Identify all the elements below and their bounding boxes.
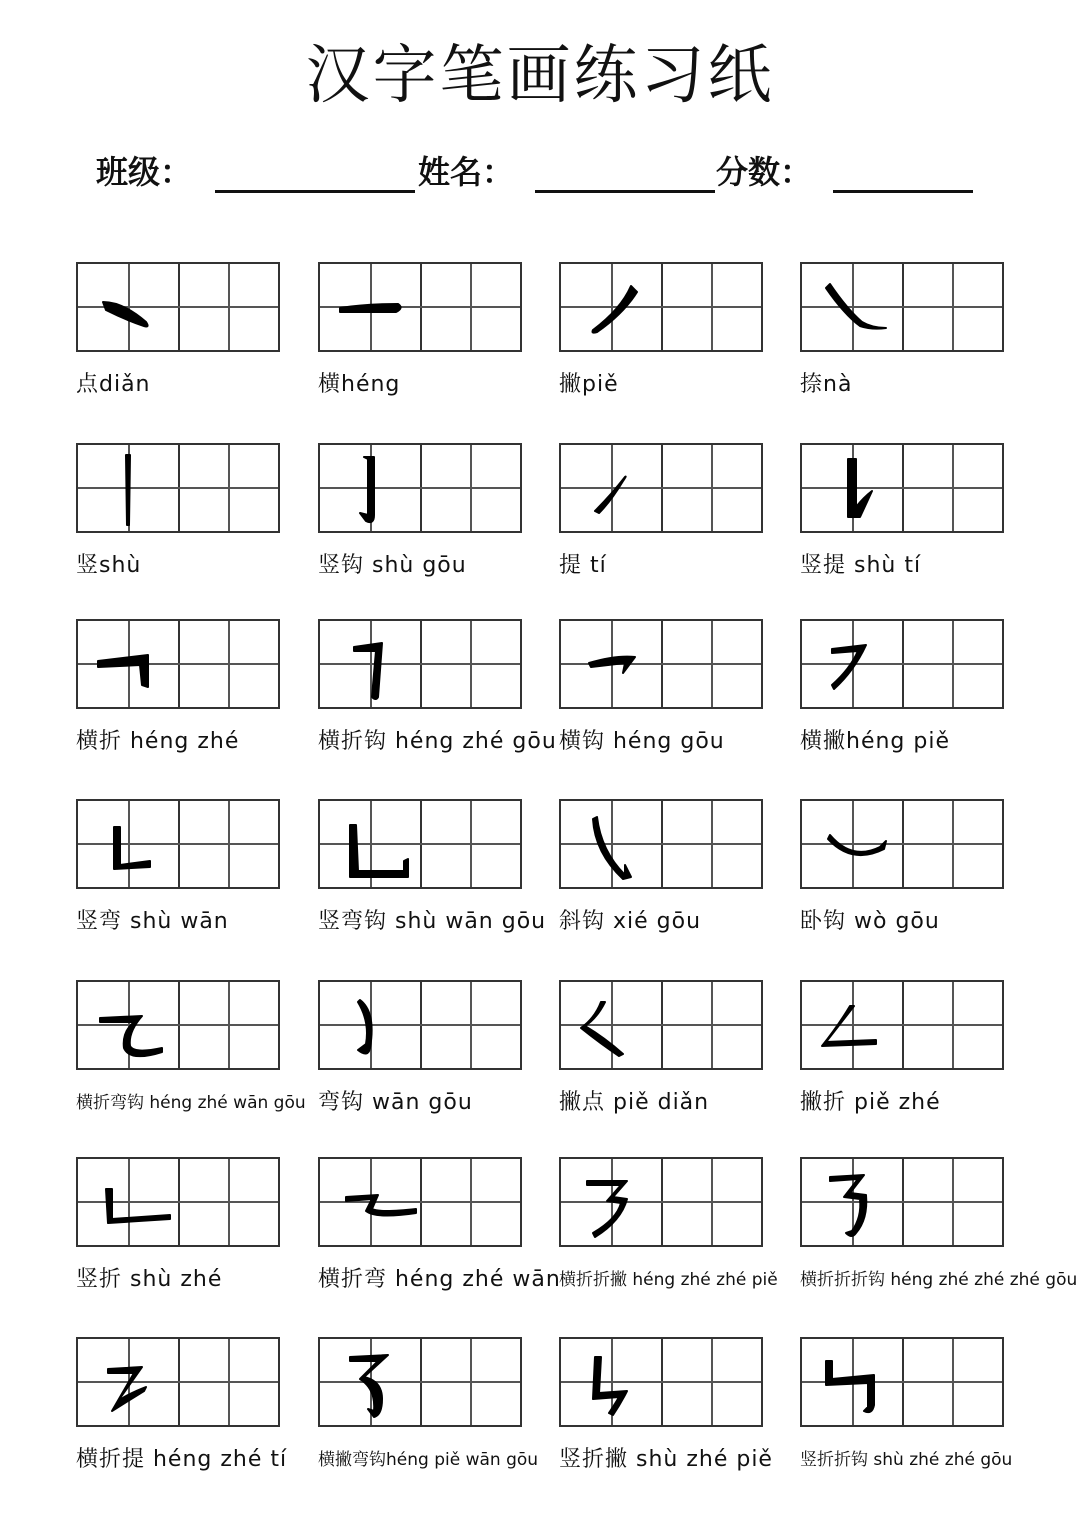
stroke-practice-cell [318,1157,561,1317]
stroke-name-label: 弯钩 wān gōu [318,1090,473,1115]
stroke-practice-cell [76,799,280,959]
stroke-name-label: 横钩 héng gōu [559,729,725,754]
heng-gou-stroke-icon [561,621,661,707]
stroke-name-label: 竖折折钩 shù zhé zhé gōu [800,1450,1013,1470]
heng-zhe-zhe-pie-stroke-icon [561,1159,661,1245]
stroke-practice-cell [76,1337,288,1497]
stroke-practice-cell [800,980,1004,1140]
tianzige-box[interactable] [318,799,522,889]
shu-gou-stroke-icon [320,445,420,531]
stroke-name-label: 竖提 shù tí [800,553,922,578]
shu-stroke-icon [78,445,178,531]
heng-pie-wan-gou-stroke-icon [320,1339,420,1425]
stroke-practice-cell [318,443,522,603]
stroke-practice-cell [559,443,763,603]
stroke-practice-cell [800,1157,1078,1317]
stroke-practice-cell [559,799,763,959]
stroke-name-label: 提 tí [559,553,607,578]
student-info-row [0,150,1080,200]
stroke-name-label: 横折钩 héng zhé gōu [318,729,557,754]
tianzige-box[interactable] [76,443,280,533]
tianzige-box[interactable] [318,1157,522,1247]
stroke-practice-cell [800,1337,1013,1497]
tianzige-box[interactable] [800,799,1004,889]
heng-zhe-wan-stroke-icon [320,1159,420,1245]
heng-zhe-zhe-zhe-gou-stroke-icon [802,1159,902,1245]
stroke-practice-cell [800,443,1004,603]
stroke-name-label: 撇折 piě zhé [800,1090,941,1115]
stroke-practice-cell [800,262,1004,422]
stroke-name-label: 竖折 shù zhé [76,1267,223,1292]
shu-zhe-stroke-icon [78,1159,178,1245]
tianzige-box[interactable] [318,1337,522,1427]
name-label: 姓名： [418,153,515,191]
tianzige-box[interactable] [559,1157,763,1247]
stroke-practice-cell [318,619,557,779]
shu-wan-gou-stroke-icon [320,801,420,887]
tianzige-box[interactable] [559,443,763,533]
tianzige-box[interactable] [559,980,763,1070]
heng-zhe-ti-stroke-icon [78,1339,178,1425]
pie-stroke-icon [561,264,661,350]
wan-gou-stroke-icon [320,982,420,1068]
heng-zhe-stroke-icon [78,621,178,707]
tianzige-box[interactable] [559,799,763,889]
stroke-name-label: 卧钩 wò gōu [800,909,940,934]
tianzige-box[interactable] [76,1157,280,1247]
heng-pie-stroke-icon [802,621,902,707]
heng-zhe-wan-gou-stroke-icon [78,982,178,1068]
tianzige-box[interactable] [76,980,280,1070]
stroke-name-label: 点diǎn [76,372,151,397]
tianzige-box[interactable] [76,262,280,352]
tianzige-box[interactable] [800,1157,1004,1247]
stroke-name-label: 竖弯钩 shù wān gōu [318,909,547,934]
stroke-practice-cell [318,262,522,422]
stroke-practice-cell [318,1337,539,1497]
stroke-practice-cell [800,799,1004,959]
score-label: 分数： [716,153,813,191]
heng-zhe-gou-stroke-icon [320,621,420,707]
tianzige-box[interactable] [800,1337,1004,1427]
wo-gou-stroke-icon [802,801,902,887]
shu-zhe-pie-stroke-icon [561,1339,661,1425]
ti-stroke-icon [561,445,661,531]
na-stroke-icon [802,264,902,350]
stroke-name-label: 横撇弯钩héng piě wān gōu [318,1450,539,1470]
stroke-name-label: 竖折撇 shù zhé piě [559,1447,773,1472]
tianzige-box[interactable] [800,980,1004,1070]
shu-wan-stroke-icon [78,801,178,887]
stroke-name-label: 横折弯 héng zhé wān [318,1267,561,1292]
stroke-practice-cell [76,619,280,779]
stroke-practice-cell [76,443,280,603]
stroke-name-label: 横héng [318,372,401,397]
heng-stroke-icon [320,264,420,350]
stroke-name-label: 横折弯钩 héng zhé wān gōu [76,1093,306,1113]
stroke-name-label: 竖shù [76,553,142,578]
tianzige-box[interactable] [318,619,522,709]
stroke-practice-cell [559,619,763,779]
stroke-name-label: 横折折折钩 héng zhé zhé zhé gōu [800,1270,1078,1290]
tianzige-box[interactable] [318,443,522,533]
tianzige-box[interactable] [559,262,763,352]
tianzige-box[interactable] [318,262,522,352]
stroke-name-label: 撇piě [559,372,619,397]
shu-zhe-zhe-gou-stroke-icon [802,1339,902,1425]
tianzige-box[interactable] [318,980,522,1070]
stroke-name-label: 撇点 piě diǎn [559,1090,710,1115]
stroke-name-label: 竖钩 shù gōu [318,553,467,578]
pie-zhe-stroke-icon [802,982,902,1068]
stroke-name-label: 横折提 héng zhé tí [76,1447,288,1472]
stroke-name-label: 横折折撇 héng zhé zhé piě [559,1270,778,1290]
xie-gou-stroke-icon [561,801,661,887]
stroke-practice-cell [318,799,547,959]
score-field[interactable] [833,190,973,193]
tianzige-box[interactable] [76,1337,280,1427]
tianzige-box[interactable] [800,262,1004,352]
name-field[interactable] [535,190,715,193]
tianzige-box[interactable] [800,619,1004,709]
stroke-practice-cell [559,1157,778,1317]
pie-dian-stroke-icon [561,982,661,1068]
stroke-name-label: 横撇héng piě [800,729,950,754]
stroke-practice-cell [559,262,763,422]
stroke-practice-cell [559,980,763,1140]
stroke-practice-cell [76,980,306,1140]
tianzige-box[interactable] [559,1337,763,1427]
stroke-practice-cell [318,980,522,1140]
page-title: 汉字笔画练习纸 [305,39,775,113]
stroke-practice-cell [559,1337,773,1497]
tianzige-box[interactable] [76,799,280,889]
dian-stroke-icon [78,264,178,350]
stroke-practice-cell [76,262,280,422]
stroke-name-label: 竖弯 shù wān [76,909,229,934]
stroke-practice-cell [800,619,1004,779]
class-label: 班级： [96,153,193,191]
stroke-name-label: 横折 héng zhé [76,729,240,754]
shu-ti-stroke-icon [802,445,902,531]
tianzige-box[interactable] [800,443,1004,533]
stroke-practice-cell [76,1157,280,1317]
class-field[interactable] [215,190,415,193]
tianzige-box[interactable] [76,619,280,709]
tianzige-box[interactable] [559,619,763,709]
stroke-name-label: 斜钩 xié gōu [559,909,702,934]
stroke-name-label: 捺nà [800,372,853,397]
